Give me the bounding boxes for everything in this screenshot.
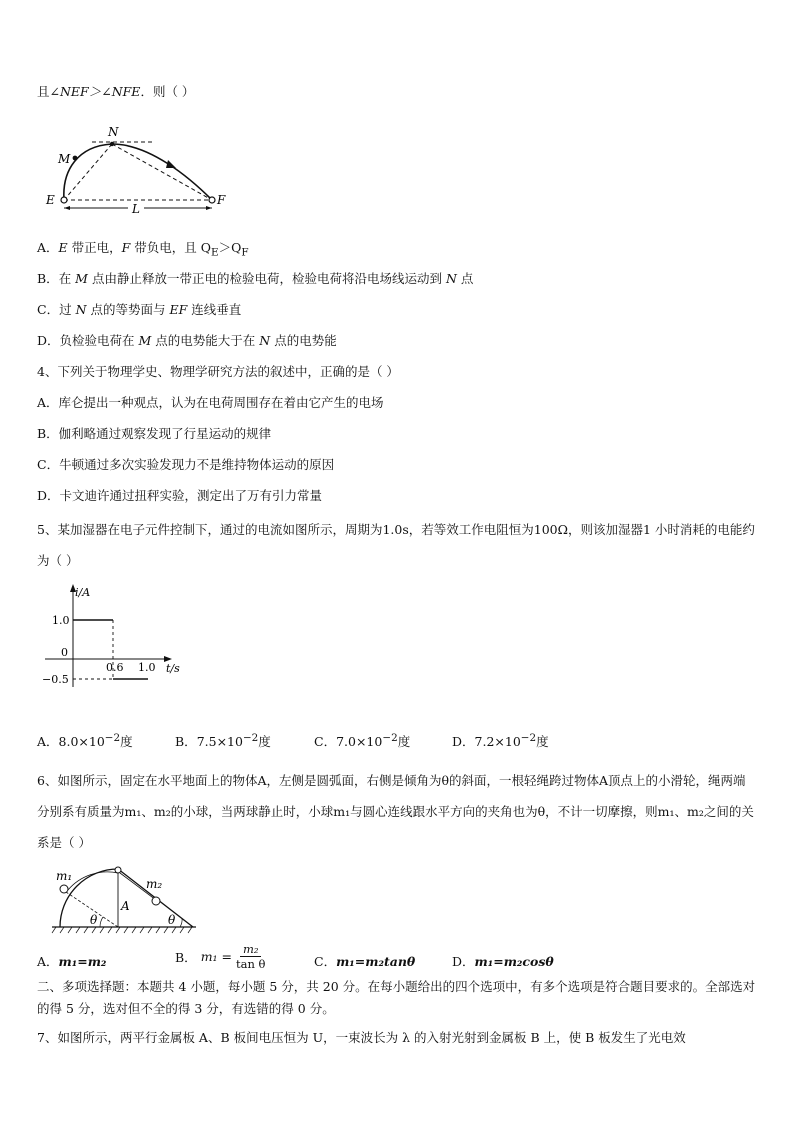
tick-y-0: 0 [61,646,68,659]
q3-stem: 且∠NEF＞∠NFE．则（ ） [37,84,195,99]
q3-option-b: B．在 M 点由静止释放一带正电的检验电荷，检验电荷将沿电场线运动到 N 点 [37,271,474,286]
q5-option-d: D．$7.2\times 10^{-2}$度 [452,732,549,750]
tick-y-1: 1.0 [52,614,70,627]
label-theta-right: θ [168,913,176,927]
label-theta-left: θ [90,913,98,927]
q3-option-d: D．负检验电荷在 M 点的电势能大于在 N 点的电势能 [37,333,337,348]
label-E: E [46,193,55,207]
tick-x-1: 0.6 [106,661,124,674]
q6-pulley-figure [48,862,198,937]
q7-stem: 7、如图所示，两平行金属板 A、B 板间电压恒为 U，一束波长为 λ 的入射光射到金属板 B 上，使 B 板发生了光电效 [37,1030,686,1045]
label-m1: m₁ [56,869,73,883]
label-L: L [132,202,140,216]
q4-option-d: D．卡文迪许通过扭秤实验，测定出了万有引力常量 [37,488,323,503]
label-F: F [217,193,226,207]
q4-option-b: B．伽利略通过观察发现了行星运动的规律 [37,426,272,441]
label-m2: m₂ [146,877,163,891]
q4-option-c: C．牛顿通过多次实验发现力不是维持物体运动的原因 [37,457,335,472]
q5-stem: 5、某加湿器在电子元件控制下，通过的电流如图所示，周期为1.0s，若等效工作电阻恒为100Ω，则该加湿器1 小时消耗的电能约为（ ） [37,522,755,568]
q5-current-graph [40,582,200,692]
q5-option-a: A．$8.0\times 10^{-2}$度 [37,732,133,750]
q6-option-c: C．m₁=m₂tanθ [314,954,416,969]
q6-option-b-fraction: $\frac{\text{m₂}}{\text{tan θ}}$ [236,942,266,971]
q4-stem: 4、下列关于物理学史、物理学研究方法的叙述中，正确的是（ ） [37,364,399,379]
q6-option-b: B． m₁ = $\frac{\text{m₂}}{\text{tan θ}}$ [175,942,266,971]
q3-option-c: C．过 N 点的等势面与 EF 连线垂直 [37,302,242,317]
q3-option-a: A．E 带正电，F 带负电，且 $Q_E>Q_F$ [37,240,249,259]
q6-option-a: A．m₁=m₂ [37,954,107,969]
q5-option-b: B．$7.5\times 10^{-2}$度 [175,732,271,750]
q6-stem: 6、如图所示，固定在水平地面上的物体A，左侧是圆弧面，右侧是倾角为θ的斜面，一根轻绳跨过物体A顶点上的小滑轮，绳两端分别系有质量为m₁、m₂的小球，当两球静止时，小球m₁与圆心连线跟水平方向的夹角也为θ，不计一切摩擦，则m₁、m₂之间的关系是（ ） [37,773,754,850]
graph-xlabel: t/s [166,662,180,675]
section2-instructions: 二、多项选择题：本题共 4 小题，每小题 5 分，共 20 分。在每小题给出的四个选项中，有多个选项是符合题目要求的。全部选对的得 5 分，选对但不全的得 3 分，有选错的得 0 分。 [37,979,756,1016]
q5-option-c: C．$7.0\times 10^{-2}$度 [314,732,411,750]
graph-ylabel: i/A [75,586,91,599]
q6-option-d: D．m₁=m₂cosθ [452,954,554,969]
tick-y-neg: −0.5 [42,673,69,686]
q3-electric-field-figure [40,120,240,225]
tick-x-2: 1.0 [138,661,156,674]
label-N: N [108,125,119,139]
q4-option-a: A．库仑提出一种观点，认为在电荷周围存在着由它产生的电场 [37,395,384,410]
label-A: A [121,899,130,913]
label-M: M [58,152,71,166]
